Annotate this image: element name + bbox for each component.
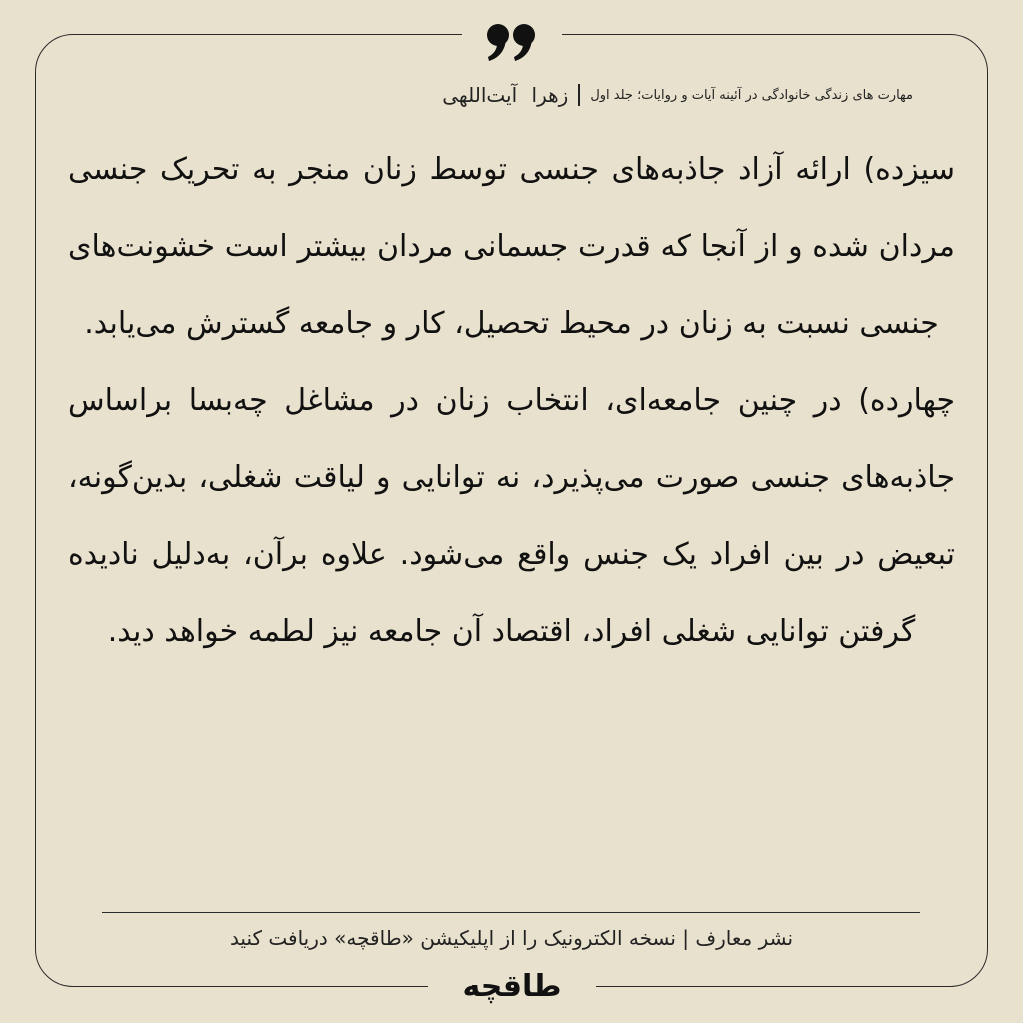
book-title: مهارت های زندگی خانوادگی در آئینه آیات و روایات؛ جلد اول bbox=[590, 87, 913, 103]
footer-divider bbox=[102, 912, 920, 913]
header-separator bbox=[578, 84, 580, 106]
quote-body bbox=[68, 131, 955, 670]
paragraph-2: چهارده) در چنین جامعه‌ای، انتخاب زنان در مشاغل چه‌بسا براساس جاذبه‌های جنسی صورت می‌پذیرد، نه توانایی و لیاقت شغلی، بدین‌گونه، تبعیض در بین افراد یک جنس واقع می‌شود. علاوه برآن، به‌دلیل نادیده گرفتن توانایی شغلی افراد، اقتصاد آن جامعه نیز لطمه خواهد دید. bbox=[68, 383, 955, 649]
header bbox=[442, 78, 913, 112]
footer-note: نشر معارف | نسخه الکترونیک را از اپلیکیشن «طاقچه» دریافت کنید bbox=[229, 926, 794, 950]
author-name: زهرا آیت‌اللهی bbox=[442, 83, 569, 107]
taaghche-logo: طاقچه bbox=[462, 969, 562, 1004]
paragraph-1: سیزده) ارائه آزاد جاذبه‌های جنسی توسط زنان منجر به تحریک جنسی مردان شده و از آنجا که قدرت جسمانی مردان بیشتر است خشونت‌های جنسی نسبت به زنان در محیط تحصیل، کار و جامعه گسترش می‌یابد. bbox=[68, 152, 955, 341]
quote-mark-icon bbox=[484, 22, 540, 62]
